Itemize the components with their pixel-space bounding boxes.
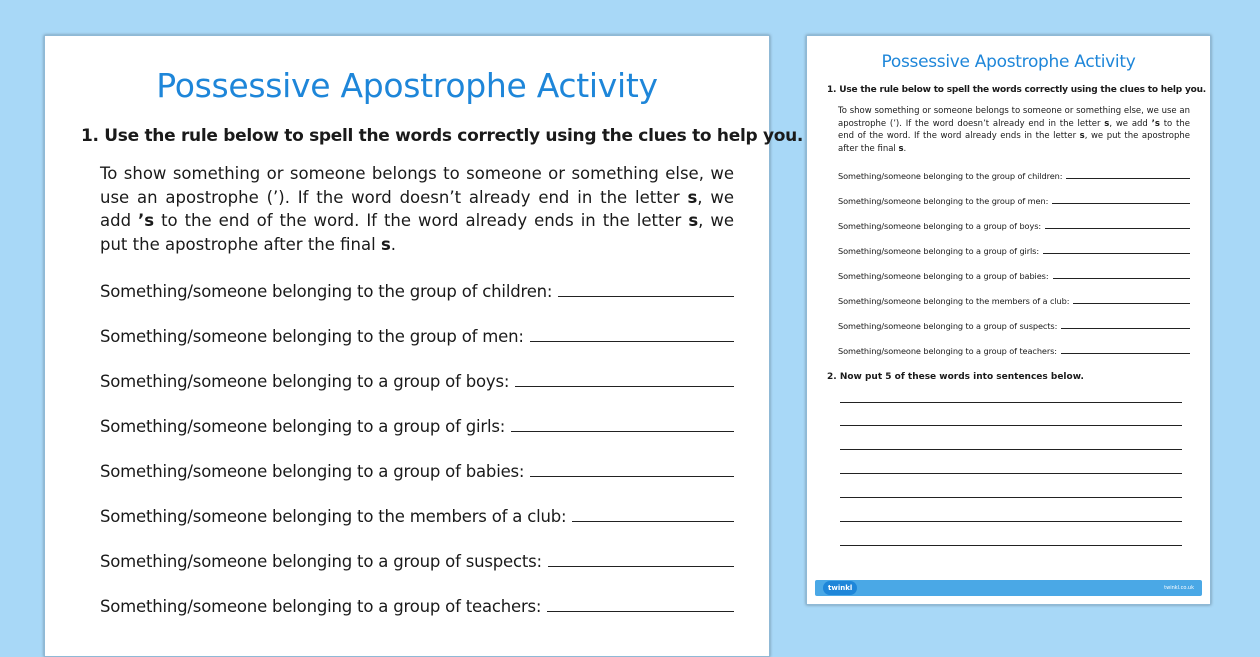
preview-answer-line[interactable] bbox=[1052, 203, 1190, 204]
worksheet-page-large bbox=[44, 35, 804, 657]
answer-row bbox=[100, 277, 734, 301]
answer-row bbox=[100, 367, 734, 391]
preview-answer-row bbox=[838, 319, 1190, 331]
answer-line[interactable] bbox=[547, 611, 734, 612]
preview-answer-row bbox=[838, 169, 1190, 181]
answer-label: Something/someone belonging to a group of teachers: bbox=[100, 597, 542, 616]
answer-label: Something/someone belonging to the members of a club: bbox=[100, 507, 567, 526]
preview-answer-line[interactable] bbox=[1073, 303, 1190, 304]
preview-answer-row bbox=[838, 269, 1190, 281]
sentence-line[interactable] bbox=[840, 402, 1182, 403]
answer-row bbox=[100, 457, 734, 481]
answer-line[interactable] bbox=[572, 521, 734, 522]
answer-row bbox=[100, 412, 734, 436]
preview-answer-label: Something/someone belonging to the group of men: bbox=[838, 196, 1049, 206]
preview-answer-label: Something/someone belonging to a group of babies: bbox=[838, 271, 1049, 281]
preview-answer-line[interactable] bbox=[1043, 253, 1190, 254]
preview-answer-label: Something/someone belonging to the group of children: bbox=[838, 171, 1063, 181]
answer-row bbox=[100, 322, 734, 346]
answer-line[interactable] bbox=[530, 341, 734, 342]
worksheet-page-preview bbox=[806, 35, 1211, 605]
preview-answer-label: Something/someone belonging to a group of boys: bbox=[838, 221, 1042, 231]
answer-line[interactable] bbox=[515, 386, 734, 387]
answer-label: Something/someone belonging to a group of girls: bbox=[100, 417, 506, 436]
sentence-line[interactable] bbox=[840, 473, 1182, 474]
answer-label: Something/someone belonging to a group of babies: bbox=[100, 462, 525, 481]
answer-line[interactable] bbox=[511, 431, 734, 432]
preview-question-2: 2. Now put 5 of these words into sentences below. bbox=[827, 372, 1084, 382]
sentence-line[interactable] bbox=[840, 521, 1182, 522]
answer-row bbox=[100, 592, 734, 616]
preview-title: Possessive Apostrophe Activity bbox=[881, 52, 1136, 72]
question-1: 1. Use the rule below to spell the words correctly using the clues to help you. bbox=[81, 126, 804, 146]
sentence-line[interactable] bbox=[840, 497, 1182, 498]
answer-label: Something/someone belonging to the group of children: bbox=[100, 282, 553, 301]
answer-line[interactable] bbox=[530, 476, 734, 477]
preview-answer-row bbox=[838, 244, 1190, 256]
preview-answer-line[interactable] bbox=[1053, 278, 1191, 279]
preview-answer-label: Something/someone belonging to a group of suspects: bbox=[838, 321, 1058, 331]
preview-answer-line[interactable] bbox=[1061, 328, 1190, 329]
footer-bar bbox=[815, 580, 1202, 596]
answer-label: Something/someone belonging to the group of men: bbox=[100, 327, 524, 346]
answer-line[interactable] bbox=[548, 566, 734, 567]
worksheet-title: Possessive Apostrophe Activity bbox=[156, 66, 658, 105]
preview-answer-line[interactable] bbox=[1066, 178, 1190, 179]
answer-label: Something/someone belonging to a group of suspects: bbox=[100, 552, 542, 571]
preview-answer-row bbox=[838, 219, 1190, 231]
rule-paragraph: To show something or someone belongs to someone or something else, we use an apostrophe (’). If the word doesn’t already end in the letter s, we add ’s to the end of the word. If the word already ends in the letter s, we put the apostrophe after the final s. bbox=[100, 164, 734, 254]
preview-answer-label: Something/someone belonging to a group of teachers: bbox=[838, 346, 1057, 356]
preview-answer-label: Something/someone belonging to a group of girls: bbox=[838, 246, 1039, 256]
preview-answer-line[interactable] bbox=[1061, 353, 1190, 354]
sentence-line[interactable] bbox=[840, 449, 1182, 450]
answer-line[interactable] bbox=[558, 296, 734, 297]
answer-row bbox=[100, 547, 734, 571]
preview-answer-line[interactable] bbox=[1045, 228, 1190, 229]
preview-answer-row bbox=[838, 344, 1190, 356]
footer-site: twinkl.co.uk bbox=[1164, 585, 1194, 591]
preview-answer-row bbox=[838, 294, 1190, 306]
answer-label: Something/someone belonging to a group of boys: bbox=[100, 372, 510, 391]
preview-question-1: 1. Use the rule below to spell the words correctly using the clues to help you. bbox=[827, 85, 1207, 95]
twinkl-logo: twinkl bbox=[823, 581, 857, 595]
preview-answer-label: Something/someone belonging to the members of a club: bbox=[838, 296, 1070, 306]
sentence-line[interactable] bbox=[840, 425, 1182, 426]
preview-rule-paragraph: To show something or someone belongs to someone or something else, we use an apostrophe (’). If the word doesn’t already end in the letter s, we add ’s to the end of the word. If the word already ends in the letter s, we put the apostrophe after the final s. bbox=[838, 106, 1190, 154]
sentence-line[interactable] bbox=[840, 545, 1182, 546]
answer-row bbox=[100, 502, 734, 526]
preview-answer-row bbox=[838, 194, 1190, 206]
